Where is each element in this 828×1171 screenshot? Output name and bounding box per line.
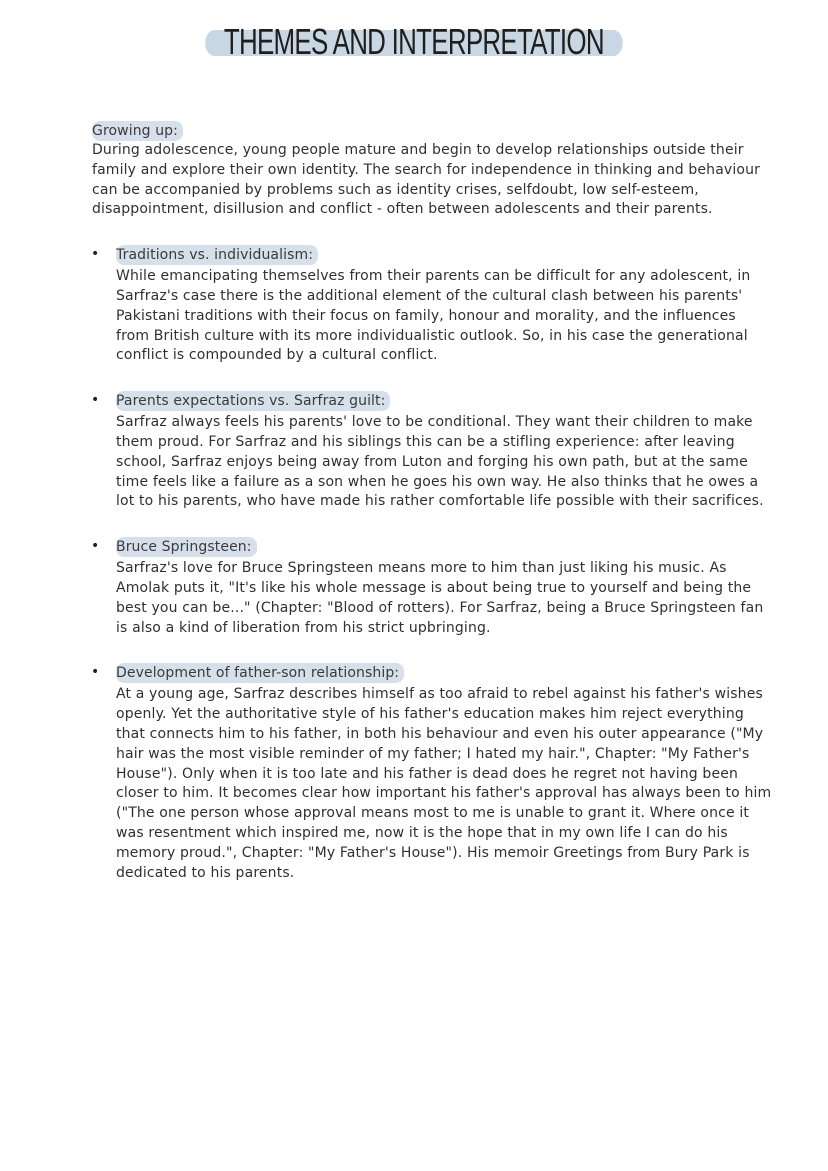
topic-paragraph: While emancipating themselves from their parents can be difficult for any adolescent, in Sarfraz's case there is the additional element of the cultural clash between his parents' Pakistani traditions with their focus on family, honour and morality, and the influences from British culture with its more individualistic outlook. So, in his case the generational conflict is compounded by a cultural conflict. bbox=[116, 268, 751, 364]
topic-bruce-springsteen bbox=[92, 536, 772, 638]
page-title-wrapper bbox=[0, 18, 828, 66]
intro-heading: Growing up: bbox=[92, 121, 183, 141]
bullet-icon: • bbox=[91, 246, 100, 263]
page-title: THEMES AND INTERPRETATION bbox=[220, 18, 609, 66]
bullet-icon: • bbox=[91, 538, 100, 555]
topic-heading: Traditions vs. individualism: bbox=[116, 245, 318, 265]
topic-traditions bbox=[92, 244, 772, 366]
topic-heading: Development of father-son relationship: bbox=[116, 663, 404, 683]
topic-paragraph: Sarfraz's love for Bruce Springsteen means more to him than just liking his music. As Amolak puts it, "It's like his whole message is about being true to yourself and being the best you can be..." (Chapter: "Blood of rotters). For Sarfraz, being a Bruce Springsteen fan is also a kind of liberation from his strict upbringing. bbox=[116, 560, 764, 636]
topic-heading: Bruce Springsteen: bbox=[116, 537, 257, 557]
intro-paragraph: During adolescence, young people mature and begin to develop relationships outside their family and explore their own identity. The search for independence in thinking and behaviour can be accompanied by problems such as identity crises, selfdoubt, low self-esteem, disappointment, disillusion and conflict - often between adolescents and their parents. bbox=[92, 142, 761, 218]
bullet-icon: • bbox=[91, 392, 100, 409]
document-content bbox=[92, 120, 772, 883]
intro-section bbox=[92, 120, 772, 220]
bullet-icon: • bbox=[91, 664, 100, 681]
topic-parents-expectations bbox=[92, 390, 772, 512]
topic-paragraph: Sarfraz always feels his parents' love to be conditional. They want their children to make them proud. For Sarfraz and his siblings this can be a stifling experience: after leaving school, Sarfraz enjoys being away from Luton and forging his own path, but at the same time feels like a failure as a son when he goes his own way. He also thinks that he owes a lot to his parents, who have made his rather comfortable life possible with their sacrifices. bbox=[116, 414, 764, 510]
topic-father-son bbox=[92, 662, 772, 883]
topic-heading: Parents expectations vs. Sarfraz guilt: bbox=[116, 391, 390, 411]
topic-paragraph: At a young age, Sarfraz describes himself as too afraid to rebel against his father's wishes openly. Yet the authoritative style of his father's education makes him reject everything that connects him to his father, in both his behaviour and even his outer appearance ("My hair was the most visible reminder of my father; I hated my hair.", Chapter: "My Father's House"). Only when it is too late and his father is dead does he regret not having been closer to him. It becomes clear how important his father's approval has always been to him ("The one person whose approval means most to me is unable to grant it. Where once it was resentment which inspired me, now it is the hope that in my own life I can do his memory proud.", Chapter: "My Father's House"). His memoir Greetings from Bury Park is dedicated to his parents. bbox=[116, 686, 772, 881]
